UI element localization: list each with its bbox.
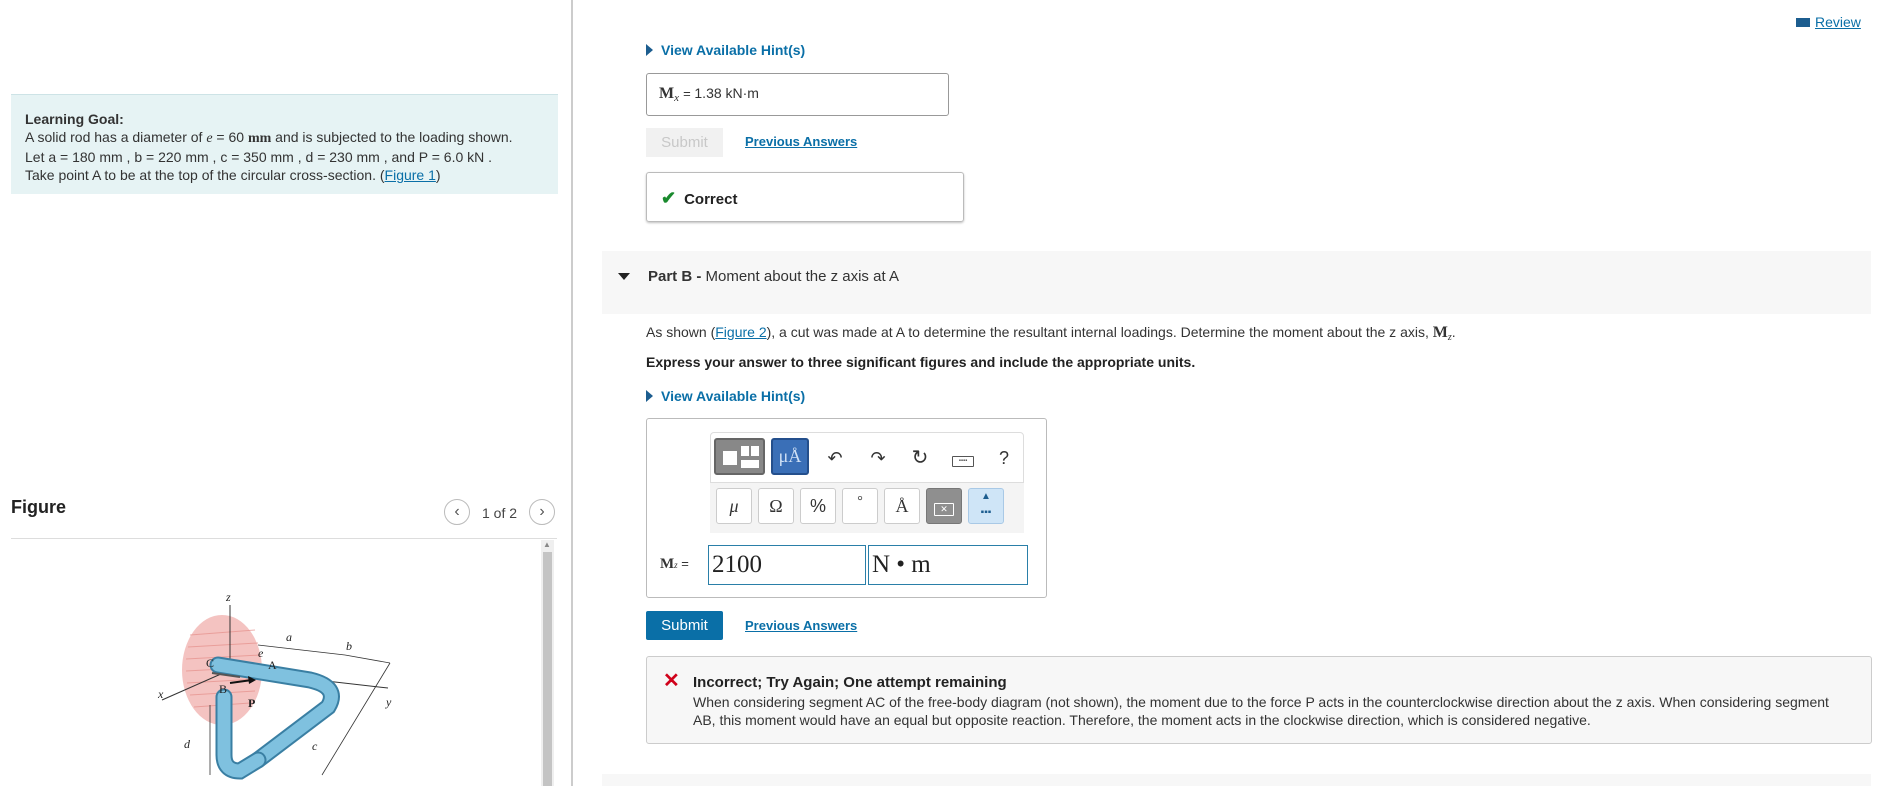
B-label: B xyxy=(219,682,228,696)
key-mu[interactable]: μ xyxy=(716,488,752,524)
part-a-hint-toggle[interactable]: View Available Hint(s) xyxy=(646,42,805,58)
figure-2-link[interactable]: Figure 2 xyxy=(715,324,767,340)
figure-1-link[interactable]: Figure 1 xyxy=(384,167,436,183)
backspace-icon: ✕ xyxy=(934,503,954,516)
d-label: d xyxy=(184,737,190,751)
part-a-answer-value: 1.38 kN·m xyxy=(694,85,759,101)
keyboard-icon[interactable]: ▪▪▪▪ xyxy=(952,456,974,467)
z-label: z xyxy=(226,590,231,604)
caret-right-icon xyxy=(646,390,653,402)
undo-icon[interactable]: ↶ xyxy=(827,448,843,468)
feedback-body: When considering segment AC of the free-body diagram (not shown), the moment due to the force P acts in the counterclockwise direction about the z axis. When considering segment AB, this moment would have an equal but opposite reaction. Therefore, the moment acts in the clockwise direction, which is considered negative. xyxy=(693,694,1829,728)
part-b-previous-answers-link[interactable]: Previous Answers xyxy=(745,618,858,633)
part-a-previous-answers-link[interactable]: Previous Answers xyxy=(745,134,858,149)
P-label: P xyxy=(248,696,256,710)
part-b-answer-label: Mz = xyxy=(660,556,689,572)
learning-goal-line2: Let a = 180 mm , b = 220 mm , c = 350 mm , d = 230 mm , and P = 6.0 kN . xyxy=(25,149,493,165)
templates-icon xyxy=(723,451,737,465)
part-a-submit-button[interactable]: Submit xyxy=(646,128,723,157)
backspace-key[interactable] xyxy=(926,488,962,524)
y-label: y xyxy=(386,695,392,709)
keyboard-icon: ▲ ▪▪▪ xyxy=(980,491,992,518)
part-a-correct-feedback: ✔ Correct xyxy=(646,172,964,222)
key-angstrom[interactable]: Å xyxy=(884,488,920,524)
book-icon xyxy=(1796,18,1810,27)
b-label: b xyxy=(346,639,352,653)
templates-button[interactable] xyxy=(714,438,765,475)
left-panel xyxy=(0,0,573,786)
key-degree[interactable]: ° xyxy=(842,488,878,524)
scroll-up-icon[interactable]: ▲ xyxy=(543,540,551,549)
learning-goal-line1: A solid rod has a diameter of e = 60 mm and is subjected to the loading shown. xyxy=(25,129,513,146)
x-label: x xyxy=(158,687,164,701)
A-label: A xyxy=(268,658,277,672)
chevron-right-icon: › xyxy=(539,503,545,520)
c-label: c xyxy=(312,739,318,753)
part-b-title[interactable]: Part B - Moment about the z axis at A xyxy=(648,268,899,285)
previous-figure-button[interactable] xyxy=(444,499,470,525)
next-part-header xyxy=(602,774,1871,786)
review-link[interactable]: Review xyxy=(1796,14,1861,30)
part-a-answer-display: $M_x = 1.38$ kN·m xyxy=(646,73,949,116)
keyboard-toggle-key[interactable] xyxy=(968,488,1004,524)
caret-right-icon xyxy=(646,44,653,56)
figure-scrollbar-thumb[interactable] xyxy=(543,552,552,786)
incorrect-x-icon: ✕ xyxy=(663,670,680,692)
next-figure-button[interactable] xyxy=(529,499,555,525)
figure-title: Figure xyxy=(11,497,67,517)
units-input[interactable]: N • m xyxy=(868,545,1028,585)
units-button[interactable]: μÅ xyxy=(771,438,809,475)
C-label: C xyxy=(206,656,215,670)
part-b-hint-toggle[interactable]: View Available Hint(s) xyxy=(646,388,805,404)
caret-down-icon[interactable] xyxy=(618,273,630,280)
learning-goal xyxy=(11,94,558,194)
part-b-submit-button[interactable]: Submit xyxy=(646,611,723,640)
feedback-title: Incorrect; Try Again; One attempt remaining xyxy=(693,674,1007,691)
learning-goal-line3: Take point A to be at the top of the circular cross-section. (Figure 1) xyxy=(25,167,441,183)
key-percent[interactable]: % xyxy=(800,488,836,524)
part-b-question: As shown (Figure 2), a cut was made at A to determine the resultant internal loadings. Determine the moment about the z axis, $M_z$. xyxy=(646,324,1456,343)
redo-icon[interactable]: ↷ xyxy=(870,448,886,468)
rod-figure xyxy=(140,585,420,786)
part-b-instruction: Express your answer to three significant figures and include the appropriate units. xyxy=(646,354,1196,370)
e-label: e xyxy=(258,646,264,660)
chevron-left-icon: ‹ xyxy=(454,503,460,520)
checkmark-icon: ✔ xyxy=(661,188,677,208)
a-label: a xyxy=(286,630,292,644)
figure-pager: 1 of 2 xyxy=(482,505,518,521)
value-input[interactable]: 2100 xyxy=(708,545,866,585)
help-button[interactable]: ? xyxy=(998,448,1009,468)
key-omega[interactable]: Ω xyxy=(758,488,794,524)
reset-icon[interactable]: ↻ xyxy=(911,447,929,469)
figure-divider xyxy=(11,538,557,539)
learning-goal-title: Learning Goal: xyxy=(25,111,124,127)
